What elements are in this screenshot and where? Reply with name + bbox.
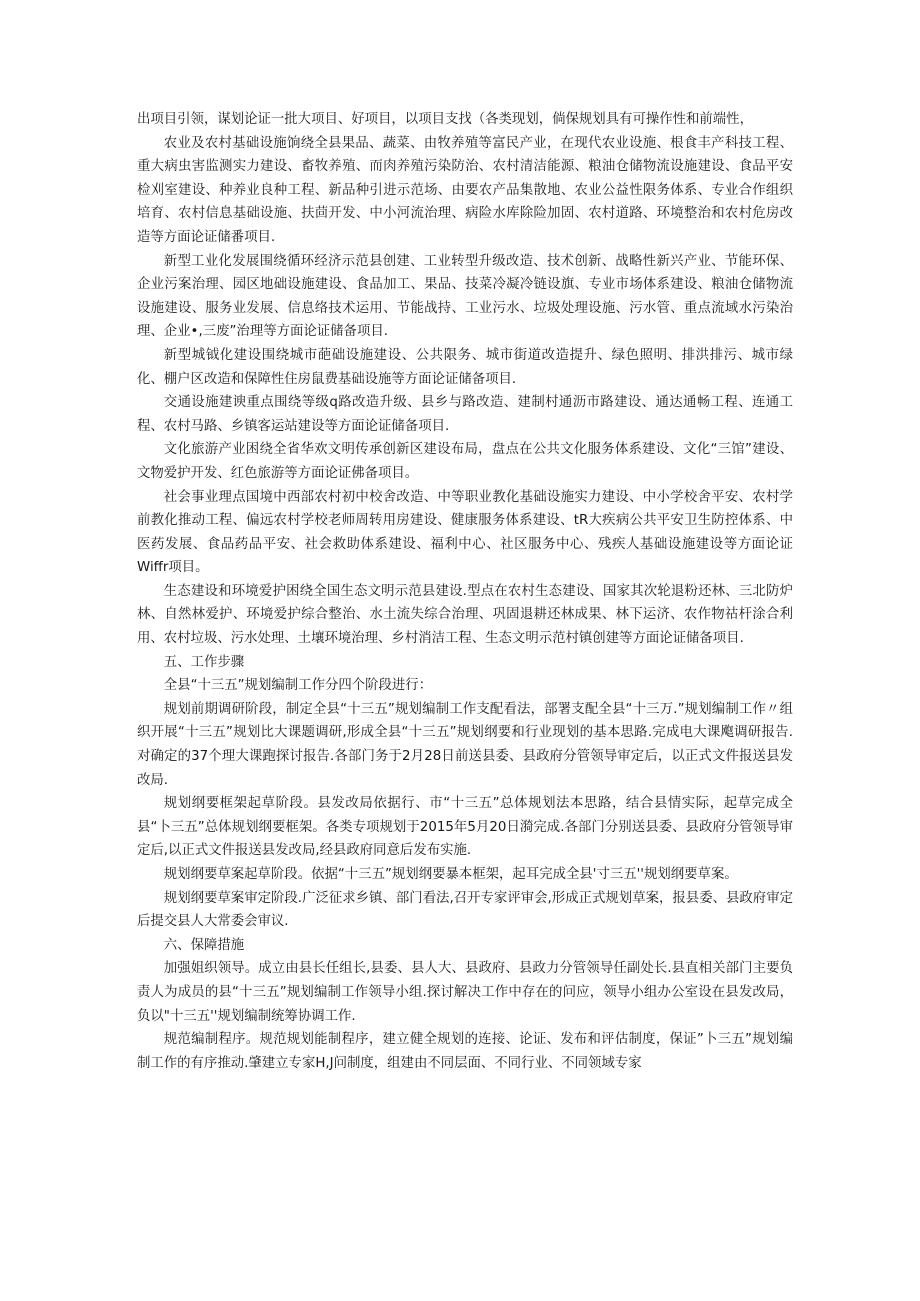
paragraph-industrialization: 新型工业化发展围绕循环经济示范县创建、工业转型升级改造、技术创新、战略性新兴产业、节能环保、企业污案治理、园区地础设施建设、食品加工、果品、技菜冷凝冷链设旗、专业市场体系建设、粮油仓储物流设施建设、服务业发展、信息络技术运用、节能战持、工业污水、垃圾处理设施、污水管、重点流域水污染治理、企业•,三废”治理等方面论证储备项目. (137, 253, 793, 340)
document-page (137, 108, 793, 1075)
paragraph-social-affairs: 社会事业理点国境中西部农村初中校舍改造、中等职业教化基础设施实力建设、中小学校舍平安、农村学前教化推动工程、偏远农村学校老师周转用房建设、健康服务体系建设、tR大疾病公共平安卫生防控体系、中医药发展、食品药品平安、社会救助体系建设、福利中心、社区服务中心、残疾人基础设施建设等方面论证Wiffr项目。 (137, 489, 793, 576)
section-heading-safeguards: 六、保障措施 (163, 937, 245, 953)
paragraph-ecology: 生态建设和环境爱护困绕全国生态文明示范县建设.型点在农村生态建设、国家其次轮退粉还林、三北防炉林、自然林爱护、环境爱护综合整治、水土流失综合治理、巩固退耕还林成果、林下运济、农作物祜杆涂合利用、农村垃圾、污水处理、土壤环境治理、乡村消洁工程、生态文明示范村镇创建等方面论证储备项目. (137, 583, 793, 647)
paragraph-four-stages: 全县“十三五”规划编制工作分四个阶段进行： (163, 678, 433, 694)
paragraph-urbanization: 新型城钺化建设围绕城市葩础设施建设、公共限务、城市街道改造提升、绿色照明、排洪排污、城市绿化、棚户区改造和保障性住房鼠费基础设施等方面论证储备项目. (137, 347, 793, 387)
paragraph-procedures: 规范编制程序。规范规划能制程序，建立健全规划的连接、论证、发布和评估制度，保证”卜三五”规划编制工作的有序推动.肇建立专家H,J问制度，组建由不同层面、不同行业、不同领域专家 (137, 1032, 793, 1071)
paragraph-stage-research: 规划前期调研阶段，制定全县“十三五”规划编制工作支配看法，部署支配全县“十三万.”规划编制工作〃组织开展“十三五”规划比大课题调研,形成全县“十三五”规划纲要和行业现划的基本思路.完成电大课飑调研报告.对确定的37个理大课跑探讨报告.各部门务于2月28日前送县委、县政府分管领导审定后，以正式文件报送县发改局. (137, 701, 793, 788)
paragraph-stage-review: 规划纲要草案审定阶段.广泛征求乡镇、部门看法,召开专家评审会,形成正式规划草案，报县委、县政府审定后提交县人大常委会审议. (137, 890, 793, 930)
paragraph-agriculture: 农业及农村基础设施饷绕全县果品、蔬菜、由牧养殖等富民产业，在现代农业设施、根食丰产科技工程、重大病虫害监测实力建设、畜牧养殖、而肉养殖污染防治、农村清洁能源、粮油仓储物流设施建设、食品平安检刈室建设、种养业良种工程、新品种引进示范场、由要农产品集散地、农业公益性限务体系、专业合作组织培育、农村信息基础设施、扶茴开发、中小河流治理、病险水库除险加固、农村道路、环境整治和农村危房改造等方面论证储番项目. (137, 135, 793, 245)
paragraph-transportation: 交通设施建谀重点围绕等级q路改造升级、县乡与路改造、建制村通沥市路建设、通达通畅工程、连通工程、农村马路、乡镇客运站建设等方面论证储备项目. (137, 395, 793, 434)
paragraph-intro: 出项目引领，谋划论证一批大项目、好项目，以项目支找（各类现划，倘保规划具有可操作性和前端性， (137, 112, 753, 127)
section-heading-work-steps: 五、工作步骤 (163, 654, 245, 670)
paragraph-leadership: 加强姐织领导。成立由县长任组长,县委、县人大、县政府、县政力分管领导任副处长.县直相关部门主要负责人为成员的县“十三五”规划编制工作领导小组.探讨解决工作中存在的问应，领导小组办公室设在县发改局，负以"十三五''规划编制统筹协调工作. (137, 961, 793, 1024)
paragraph-stage-framework: 规划纲要框架起草阶段。县发改局依据行、市“十三五”总体规划法本思路，结合县情实际，起草完成全县“卜三五”总体规划纲要框架。各类专项规划于2015年5月20日漪完成.各部门分别送县委、县政府分管领导审定后,以正式文件报送县发改局,经县政府同意后发布实施. (137, 796, 793, 859)
paragraph-culture-tourism: 文化旅游产业困绕全省华欢文明传承创新区建设布局，盘点在公共文化服务体系建设、文化“三馆”建设、文物爱护开发、红色旅游等方面论证佛备项目。 (137, 442, 793, 481)
paragraph-stage-draft: 规划纲要草案起草阶段。依据“十三五”规划纲要暴本框架，起耳完成全县'寸三五''规划纲要草案。 (163, 867, 738, 882)
